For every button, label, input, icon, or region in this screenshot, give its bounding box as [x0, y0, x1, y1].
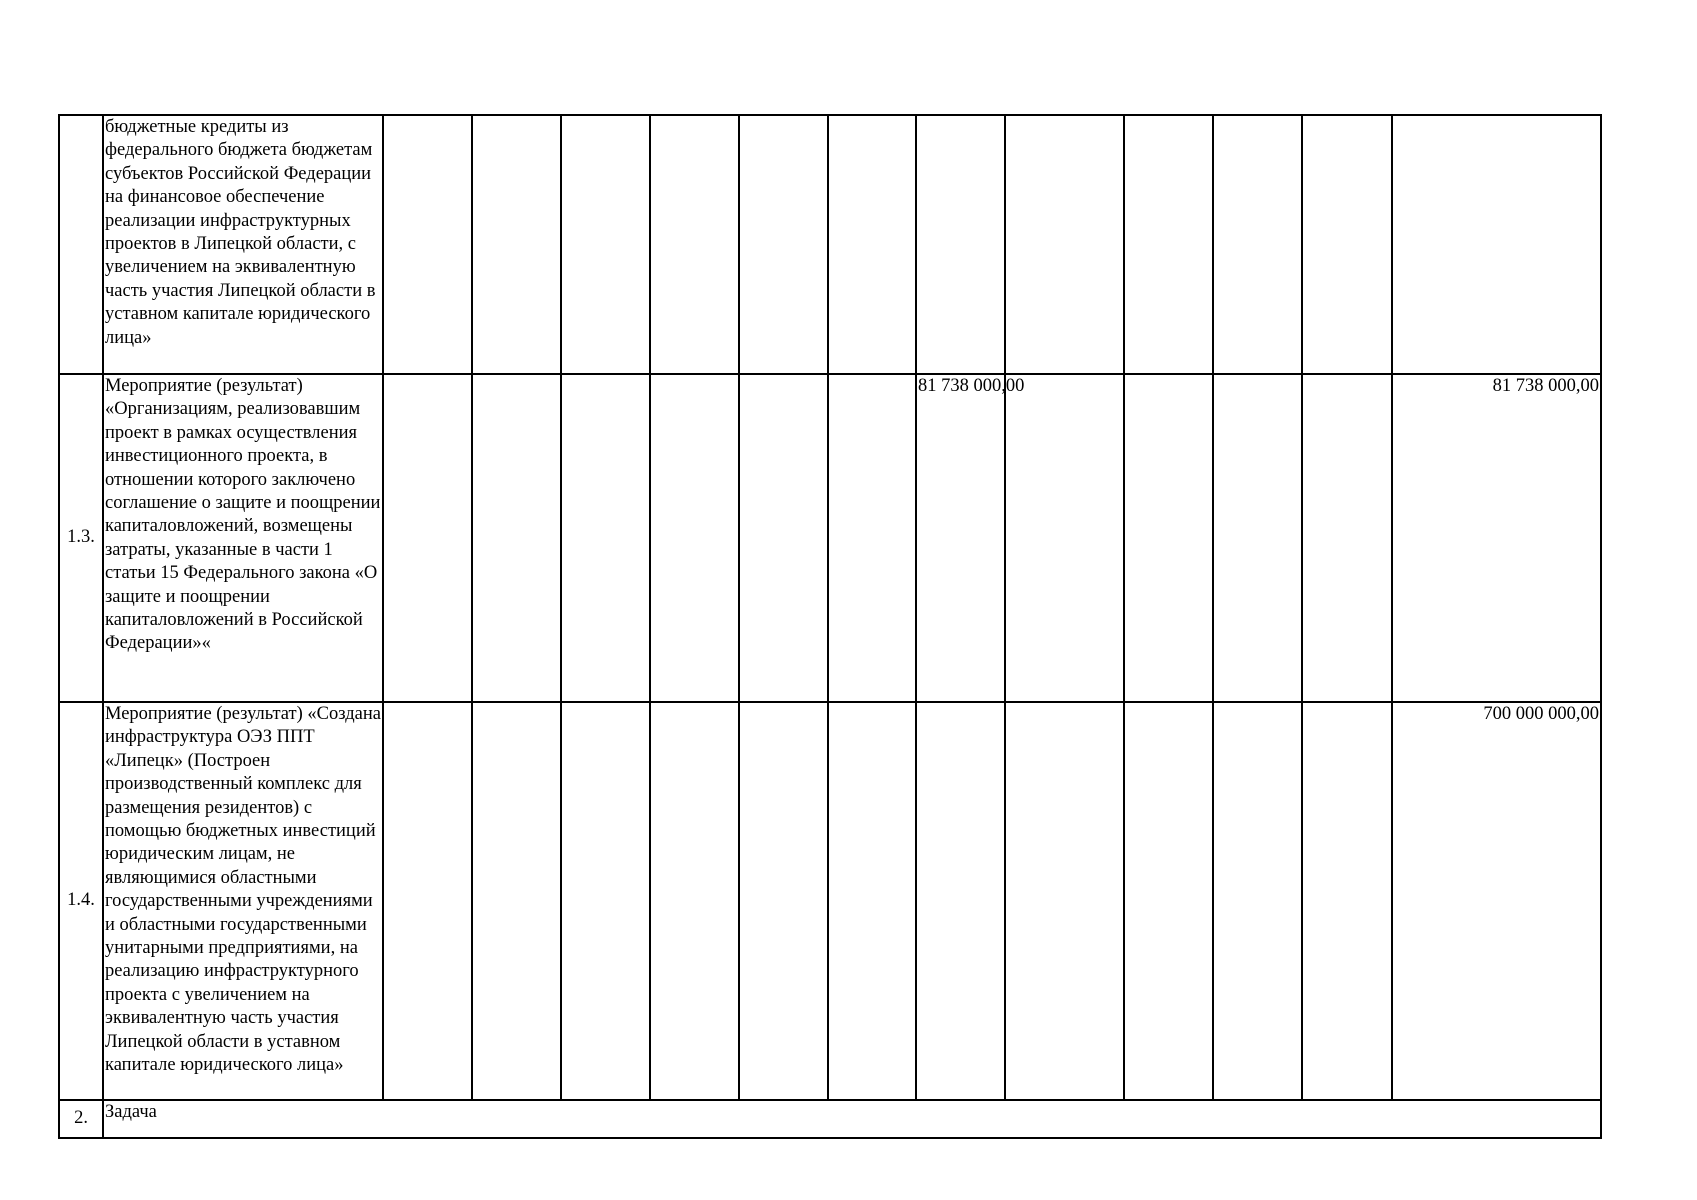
empty-cell: [472, 702, 561, 1100]
empty-cell: [561, 115, 650, 374]
empty-cell: [1302, 702, 1392, 1100]
empty-cell: [1005, 702, 1124, 1100]
empty-cell: [472, 115, 561, 374]
empty-cell: [739, 115, 828, 374]
empty-cell: [650, 115, 739, 374]
row-number: [59, 115, 103, 374]
row-number: 1.3.: [59, 374, 103, 702]
empty-cell: [828, 115, 916, 374]
table-row: [59, 1100, 1601, 1138]
empty-cell: [1213, 115, 1302, 374]
amount-cell: [916, 115, 1005, 374]
empty-cell: [1124, 115, 1213, 374]
empty-cell: [828, 374, 916, 702]
empty-cell: [561, 374, 650, 702]
amount-cell: [916, 702, 1005, 1100]
table-row: [59, 115, 1601, 374]
row-number: 2.: [59, 1100, 103, 1138]
empty-cell: [1302, 115, 1392, 374]
budget-table: [58, 114, 1602, 1139]
total-amount-cell: 700 000 000,00: [1392, 702, 1601, 1100]
task-heading: Задача: [103, 1100, 1601, 1138]
empty-cell: [739, 374, 828, 702]
total-amount-cell: 81 738 000,00: [1392, 374, 1601, 702]
empty-cell: [383, 374, 472, 702]
row-description: Мероприятие (результат) «Создана инфраструктура ОЭЗ ППТ «Липецк» (Построен производственный комплекс для размещения резидентов) с помощью бюджетных инвестиций юридическим лицам, не являющимися областными государственными учреждениями и областными государственными унитарными предприятиями, на реализацию инфраструктурного проекта с увеличением на эквивалентную часть участия Липецкой области в уставном капитале юридического лица»: [103, 702, 383, 1100]
empty-cell: [383, 702, 472, 1100]
empty-cell: [1124, 374, 1213, 702]
empty-cell: [383, 115, 472, 374]
table-row: [59, 702, 1601, 1100]
empty-cell: [1124, 702, 1213, 1100]
empty-cell: [1213, 702, 1302, 1100]
empty-cell: [1005, 115, 1124, 374]
empty-cell: [1302, 374, 1392, 702]
table-row: [59, 374, 1601, 702]
empty-cell: [650, 702, 739, 1100]
row-description: Мероприятие (результат) «Организациям, реализовавшим проект в рамках осуществления инвестиционного проекта, в отношении которого заключено соглашение о защите и поощрении капиталовложений, возмещены затраты, указанные в части 1 статьи 15 Федерального закона «О защите и поощрении капиталовложений в Российской Федерации»«: [103, 374, 383, 702]
empty-cell: [561, 702, 650, 1100]
empty-cell: [1213, 374, 1302, 702]
row-number: 1.4.: [59, 702, 103, 1100]
empty-cell: [472, 374, 561, 702]
row-description: бюджетные кредиты из федерального бюджета бюджетам субъектов Российской Федерации на финансовое обеспечение реализации инфраструктурных проектов в Липецкой области, с увеличением на эквивалентную часть участия Липецкой области в уставном капитале юридического лица»: [103, 115, 383, 374]
empty-cell: [828, 702, 916, 1100]
amount-cell: 81 738 000,00: [916, 374, 1005, 702]
empty-cell: [650, 374, 739, 702]
empty-cell: [739, 702, 828, 1100]
empty-cell: [1005, 374, 1124, 702]
total-amount-cell: [1392, 115, 1601, 374]
